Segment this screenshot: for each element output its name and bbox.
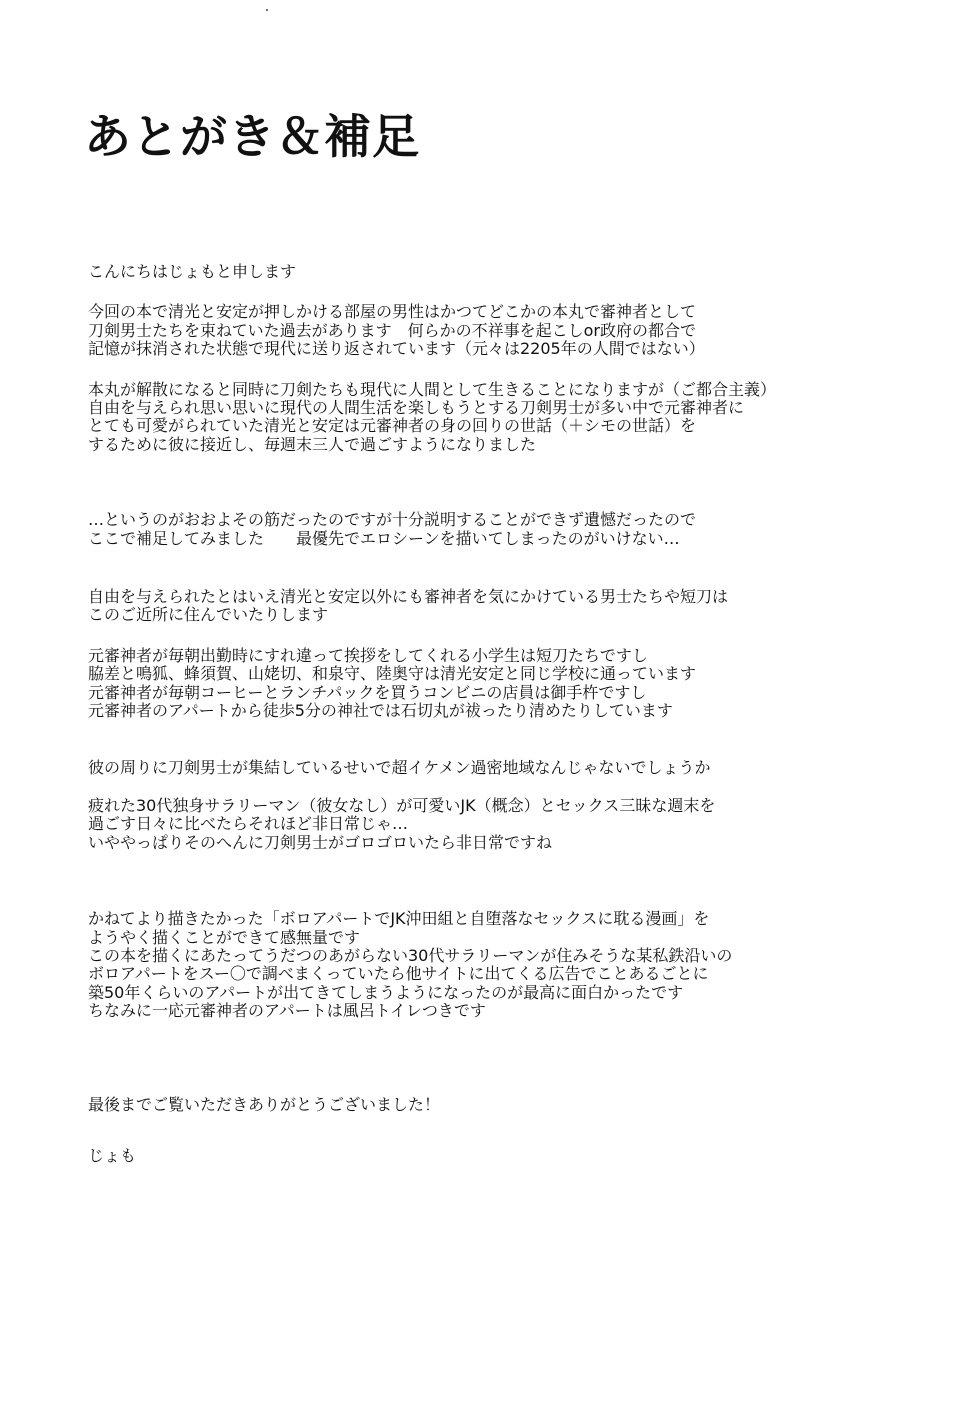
author-signature xyxy=(88,1147,948,1165)
paragraph-neighbors xyxy=(88,588,948,625)
afterword-body xyxy=(88,263,948,1165)
text-line: するために彼に接近し、毎週末三人で過ごすようになりました xyxy=(88,434,537,454)
text-line: 自由を与えられ思い思いに現代の人間生活を楽しもうとする刀剣男士が多い中で元審神者に xyxy=(88,398,745,418)
text-line: 疲れた30代独身サラリーマン（彼女なし）が可愛いJK（概念）とセックス三昧な週末を xyxy=(88,795,716,815)
text-line: 自由を与えられたとはいえ清光と安定以外にも審神者を気にかけている男士たちや短刀は xyxy=(88,587,729,607)
paragraph-area xyxy=(88,759,948,777)
text-line: いややっぱりそのへんに刀剣男士がゴロゴロいたら非日常ですね xyxy=(88,832,553,852)
text-line: 元審神者のアパートから徒歩5分の神社では石切丸が祓ったり清めたりしています xyxy=(88,701,673,721)
paragraph-salaryman xyxy=(88,797,948,852)
text-line: 彼の周りに刀剣男士が集結しているせいで超イケメン過密地域なんじゃないでしょうか xyxy=(88,757,711,777)
paragraph-greeting xyxy=(88,263,948,281)
text-line: 今回の本で清光と安定が押しかける部屋の男性はかつてどこかの本丸で審神者として xyxy=(88,302,697,322)
text-line: 脇差と鳴狐、蜂須賀、山姥切、和泉守、陸奥守は清光安定と同じ学校に通っています xyxy=(88,664,697,684)
text-line: とても可愛がられていた清光と安定は元審神者の身の回りの世話（＋シモの世話）を xyxy=(88,416,697,436)
text-line: こんにちはじょもと申します xyxy=(88,262,297,281)
text-line: 過ごす日々に比べたらそれほど非日常じゃ… xyxy=(88,814,409,834)
paragraph-supplement xyxy=(88,511,948,548)
text-line: 記憶が抹消された状態で現代に送り返されています（元々は2205年の人間ではない） xyxy=(88,339,705,359)
text-line: 元審神者が毎朝出勤時にすれ違って挨拶をしてくれる小学生は短刀たちですし xyxy=(88,645,648,665)
paragraph-swords xyxy=(88,647,948,721)
text-line: …というのがおおよその筋だったのですが十分説明することができず遺憾だったので xyxy=(88,510,697,530)
text-line: じょも xyxy=(88,1145,137,1165)
text-line: ちなみに一応元審神者のアパートは風呂トイレつきです xyxy=(88,1001,486,1021)
text-line: ようやく描くことができて感無量です xyxy=(88,927,361,947)
text-line: 本丸が解散になると同時に刀剣たちも現代に人間として生きることになりますが（ご都合主義） xyxy=(88,379,777,399)
scan-speck xyxy=(266,9,268,11)
paragraph-manga xyxy=(88,910,948,1020)
paragraph-setting xyxy=(88,381,948,455)
text-line: このご近所に住んでいたりします xyxy=(88,605,329,625)
text-line: 刀剣男士たちを束ねていた過去があります 何らかの不祥事を起こしor政府の都合で xyxy=(88,320,696,340)
text-line: この本を描くにあたってうだつのあがらない30代サラリーマンが住みそうな某私鉄沿いの xyxy=(88,945,733,965)
text-line: ボロアパートをスー〇で調べまくっていたら他サイトに出てくる広告でことあるごとに xyxy=(88,964,709,984)
text-line: ここで補足してみました 最優先でエロシーンを描いてしまったのがいけない… xyxy=(88,528,680,548)
paragraph-background xyxy=(88,303,948,358)
text-line: 元審神者が毎朝コーヒーとランチパックを買うコンビニの店員は御手杵ですし xyxy=(88,682,647,702)
text-line: かねてより描きたかった「ボロアパートでJK沖田組と自堕落なセックスに耽る漫画」を xyxy=(88,909,710,929)
paragraph-thanks xyxy=(88,1096,948,1114)
text-line: 築50年くらいのアパートが出てきてしまうようになったのが最高に面白かったです xyxy=(88,982,684,1002)
text-line: 最後までご覧いただきありがとうございました！ xyxy=(88,1094,441,1114)
page-title: あとがき＆補足 xyxy=(84,110,420,165)
